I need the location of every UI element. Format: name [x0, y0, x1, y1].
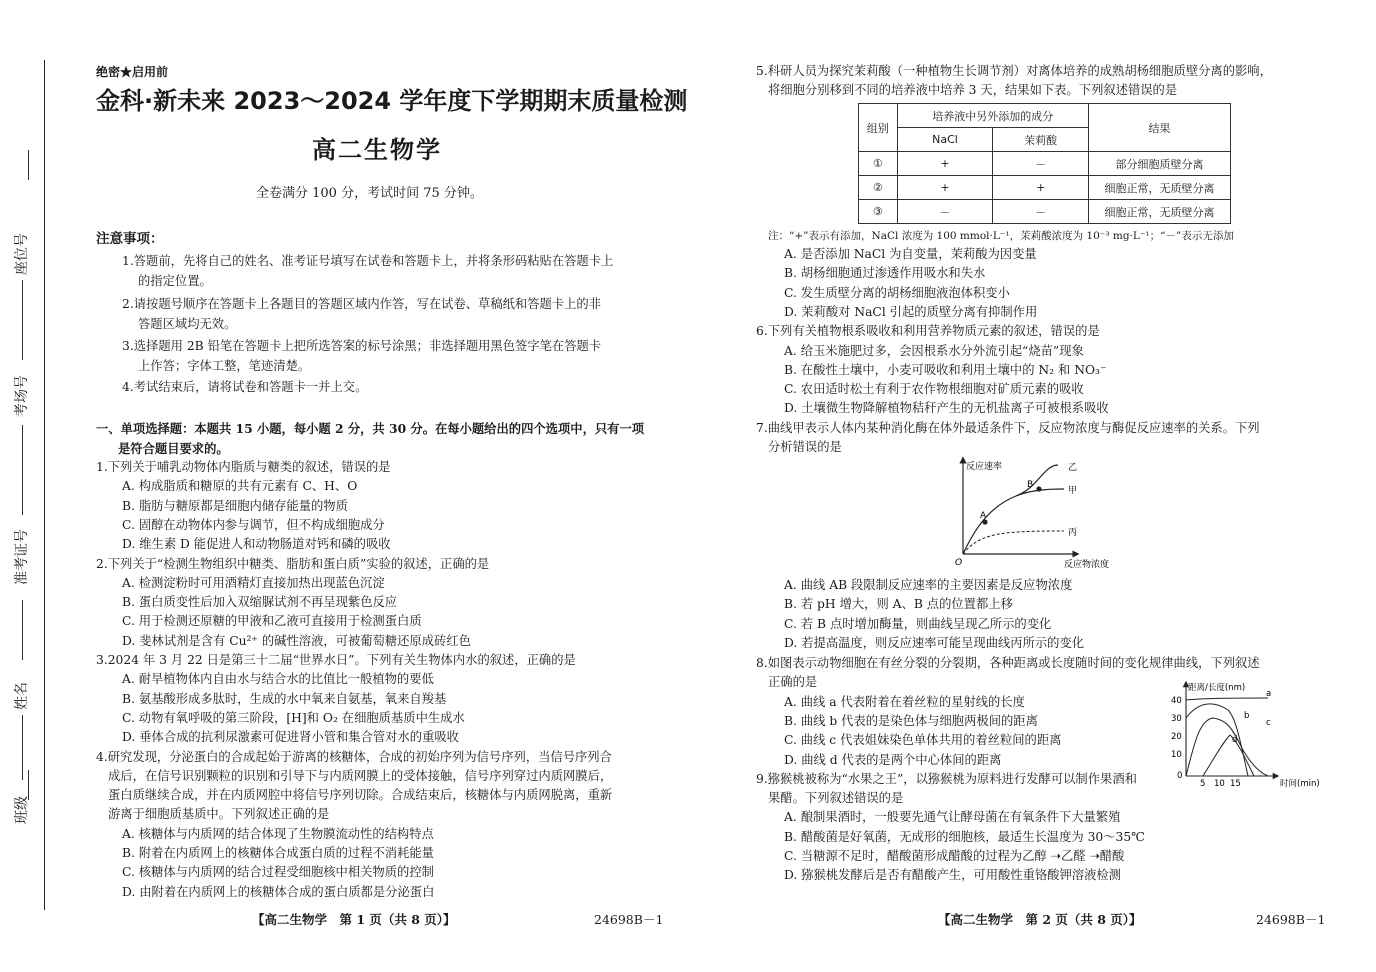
option-a: A. 耐旱植物体内自由水与结合水的比值比一般植物的要低 — [122, 672, 434, 687]
table-cell-group: ③ — [859, 200, 898, 224]
q8-graph — [1168, 680, 1328, 792]
q8-xtick: 10 — [1214, 779, 1225, 789]
q7-bing: 丙 — [1068, 528, 1078, 538]
note-line: 4.考试结束后，请将试卷和答题卡一并上交。 — [122, 380, 368, 394]
table-cell-result: 细胞正常，无质壁分离 — [1088, 176, 1230, 200]
table-cell-group: ① — [859, 152, 898, 176]
table-cell-nacl: + — [897, 176, 993, 200]
option-b: B. 若 pH 增大，则 A、B 点的位置都上移 — [784, 597, 1013, 612]
footer-left: 【高二生物学 第 1 页（共 8 页）】 — [252, 912, 456, 927]
option-b: B. 蛋白质变性后加入双缩脲试剂不再呈现紫色反应 — [122, 595, 398, 610]
side-blank-line — [22, 715, 23, 780]
binding-tick — [28, 150, 29, 180]
option-a: A. 给玉米施肥过多，会因根系水分外流引起“烧苗”现象 — [784, 343, 1084, 358]
option-c: C. 固醇在动物体内参与调节，但不构成细胞成分 — [122, 517, 385, 532]
note-line: 3.选择题用 2B 铅笔在答题卡上把所选答案的标号涂黑；非选择题用黑色签字笔在答题卡 — [122, 339, 602, 353]
side-blank-line — [22, 425, 23, 515]
question-stem: 成后，在信号识别颗粒的识别和引导下与内质网膜上的受体接触，信号序列穿过内质网膜后， — [108, 768, 613, 783]
q7-origin: O — [955, 558, 963, 568]
curve-b — [1186, 704, 1248, 776]
option-a: A. 核糖体与内质网的结合体现了生物膜流动性的结构特点 — [122, 826, 434, 841]
option-d: D. 斐林试剂是含有 Cu²⁺ 的碱性溶液，可被葡萄糖还原成砖红色 — [122, 633, 471, 648]
q7-pointB: B — [1027, 480, 1034, 490]
table-cell-nacl: － — [897, 200, 993, 224]
table-cell-result: 部分细胞质壁分离 — [1088, 152, 1230, 176]
q7-jia: 甲 — [1068, 486, 1078, 496]
table-header-group: 组别 — [859, 104, 898, 152]
q8-label-c: c — [1266, 718, 1271, 728]
option-d: D. 维生素 D 能促进人和动物肠道对钙和磷的吸收 — [122, 537, 391, 552]
q8-ylabel: 距离/长度(nm) — [1188, 683, 1246, 693]
side-ticket-label: 准考证号 — [14, 529, 30, 585]
note-line: 上作答；字体工整，笔迹清楚。 — [138, 359, 311, 373]
note-line: 2.请按题号顺序在答题卡上各题目的答题区域内作答，写在试卷、草稿纸和答题卡上的非 — [122, 297, 602, 311]
exam-meta: 全卷满分 100 分，考试时间 75 分钟。 — [256, 186, 483, 201]
side-class-label: 班级 — [14, 796, 30, 824]
table-cell-group: ② — [859, 176, 898, 200]
q7-ylabel: 反应速率 — [966, 462, 1003, 472]
option-b: B. 胡杨细胞通过渗透作用吸水和失水 — [784, 266, 986, 281]
table-cell-result: 细胞正常，无质壁分离 — [1088, 200, 1230, 224]
question-stem: 正确的是 — [768, 675, 818, 690]
option-c: C. 农田适时松土有利于农作物根细胞对矿质元素的吸收 — [784, 382, 1084, 397]
note-line: 答题区域均无效。 — [138, 317, 237, 331]
table-note: 注：“+”表示有添加，NaCl 浓度为 100 mmol·L⁻¹，茉莉酸浓度为 10⁻³ mg·L⁻¹；“－”表示无添加 — [768, 230, 1234, 242]
curve-yi — [963, 465, 1058, 554]
exam-title: 金科·新未来 2023～2024 学年度下学期期末质量检测 — [96, 87, 688, 115]
note-line: 的指定位置。 — [138, 274, 212, 288]
q8-ytick: 30 — [1171, 714, 1182, 724]
question-stem: 7.曲线甲表示人体内某种消化酶在体外最适条件下，反应物浓度与酶促反应速率的关系。下列 — [756, 420, 1260, 435]
table-header-added: 培养液中另外添加的成分 — [897, 104, 1088, 128]
table-cell-ja: + — [993, 176, 1089, 200]
option-c: C. 曲线 c 代表姐妹染色单体共用的着丝粒间的距离 — [784, 733, 1062, 748]
option-d: D. 土壤微生物降解植物秸秆产生的无机盐离子可被根系吸收 — [784, 401, 1109, 416]
option-b: B. 脂肪与糖原都是细胞内储存能量的物质 — [122, 498, 348, 513]
question-stem: 分析错误的是 — [768, 440, 842, 454]
option-c: C. 动物有氧呼吸的第三阶段，[H]和 O₂ 在细胞质基质中生成水 — [122, 710, 465, 725]
option-d: D. 曲线 d 代表的是两个中心体间的距离 — [784, 752, 1002, 767]
table-row — [859, 200, 1231, 224]
option-b: B. 曲线 b 代表的是染色体与细胞两极间的距离 — [784, 713, 1038, 728]
section-heading: 一、单项选择题：本题共 15 小题，每小题 2 分，共 30 分。在每小题给出的四个选项中，只有一项 — [96, 421, 645, 436]
side-room-label: 考场号 — [14, 375, 30, 417]
question-stem: 8.如图表示动物细胞在有丝分裂的分裂期，各种距离或长度随时间的变化规律曲线，下列叙述 — [756, 656, 1260, 670]
option-a: A. 检测淀粉时可用酒精灯直接加热出现蓝色沉淀 — [122, 575, 385, 590]
q7-graph — [946, 456, 1126, 574]
option-a: A. 酿制果酒时，一般要先通气让酵母菌在有氧条件下大量繁殖 — [784, 810, 1121, 825]
q8-label-d: d — [1232, 735, 1238, 745]
option-b: B. 附着在内质网上的核糖体合成蛋白质的过程不消耗能量 — [122, 846, 434, 860]
table-cell-nacl: + — [897, 152, 993, 176]
q8-ytick: 20 — [1171, 732, 1182, 742]
q8-ytick: 10 — [1171, 750, 1182, 760]
q8-label-b: b — [1244, 711, 1250, 721]
notes-heading: 注意事项： — [96, 231, 164, 247]
table-header-nacl: NaCl — [897, 128, 993, 152]
binding-line — [44, 60, 45, 910]
question-stem: 4.研究发现，分泌蛋白的合成起始于游离的核糖体，合成的初始序列为信号序列，当信号序列合 — [96, 749, 612, 764]
table-row — [859, 176, 1231, 200]
question-stem: 6.下列有关植物根系吸收和利用营养物质元素的叙述，错误的是 — [756, 324, 1100, 339]
q8-xtick: 5 — [1200, 779, 1206, 789]
option-b: B. 醋酸菌是好氧菌，无成形的细胞核，最适生长温度为 30～35℃ — [784, 829, 1145, 844]
q7-pointA: A — [980, 511, 987, 521]
side-blank-line — [22, 600, 23, 660]
question-stem: 1.下列关于哺乳动物体内脂质与糖类的叙述，错误的是 — [96, 460, 391, 474]
option-c: C. 发生质壁分离的胡杨细胞液泡体积变小 — [784, 285, 1010, 300]
table-cell-ja: － — [993, 200, 1089, 224]
question-stem: 果醋。下列叙述错误的是 — [768, 791, 904, 806]
option-c: C. 当糖源不足时，醋酸菌形成醋酸的过程为乙醇 ➝乙醛 ➝醋酸 — [784, 849, 1125, 863]
table-header-ja: 茉莉酸 — [993, 128, 1089, 152]
footer-left-code: 24698B－1 — [594, 912, 664, 927]
question-stem: 5.科研人员为探究茉莉酸（一种植物生长调节剂）对离体培养的成熟胡杨细胞质壁分离的影响， — [756, 64, 1272, 78]
table-header-result: 结果 — [1088, 104, 1230, 152]
question-stem: 游离于细胞质基质中。下列叙述正确的是 — [108, 807, 330, 822]
side-seat-label: 座位号 — [14, 233, 30, 275]
curve-c — [1186, 718, 1268, 776]
option-a: A. 曲线 a 代表附着在着丝粒的星射线的长度 — [784, 694, 1025, 709]
option-a: A. 曲线 AB 段限制反应速率的主要因素是反应物浓度 — [784, 578, 1073, 592]
question-stem: 将细胞分别移到不同的培养液中培养 3 天，结果如下表。下列叙述错误的是 — [768, 83, 1178, 97]
footer-right-code: 24698B－1 — [1256, 912, 1326, 927]
note-line: 1.答题前，先将自己的姓名、准考证号填写在试卷和答题卡上，并将条形码粘贴在答题卡上 — [122, 254, 614, 268]
option-d: D. 垂体合成的抗利尿激素可促进肾小管和集合管对水的重吸收 — [122, 730, 459, 745]
q8-ytick: 0 — [1177, 771, 1183, 781]
q7-yi: 乙 — [1068, 463, 1078, 473]
table-row — [859, 152, 1231, 176]
q8-label-a: a — [1266, 689, 1272, 699]
option-d: D. 由附着在内质网上的核糖体合成的蛋白质都是分泌蛋白 — [122, 884, 435, 899]
q8-xtick: 15 — [1230, 779, 1241, 789]
question-stem: 蛋白质继续合成，并在内质网腔中将信号序列切除。合成结束后，核糖体与内质网脱离，重新 — [108, 788, 613, 803]
footer-right: 【高二生物学 第 2 页（共 8 页）】 — [938, 912, 1142, 927]
option-c: C. 用于检测还原糖的甲液和乙液可直接用于检测蛋白质 — [122, 614, 422, 629]
option-c: C. 若 B 点时增加酶量，则曲线呈现乙所示的变化 — [784, 616, 1052, 631]
option-b: B. 氨基酸形成多肽时，生成的水中氧来自氨基，氧来自羧基 — [122, 691, 447, 706]
option-c: C. 核糖体与内质网的结合过程受细胞核中相关物质的控制 — [122, 865, 434, 880]
option-a: A. 是否添加 NaCl 为自变量，茉莉酸为因变量 — [784, 247, 1037, 261]
curve-bing — [963, 531, 1064, 554]
question-stem: 2.下列关于“检测生物组织中糖类、脂肪和蛋白质”实验的叙述，正确的是 — [96, 556, 490, 571]
q7-xlabel: 反应物浓度 — [1064, 560, 1110, 570]
section-heading-cont: 是符合题目要求的。 — [118, 441, 229, 456]
side-name-label: 姓名 — [14, 682, 30, 710]
secret-mark: 绝密★启用前 — [96, 65, 169, 79]
option-d: D. 若提高温度，则反应速率可能呈现曲线丙所示的变化 — [784, 635, 1085, 650]
curve-a — [1186, 698, 1268, 700]
question-stem: 3.2024 年 3 月 22 日是第三十二届“世界水日”。下列有关生物体内水的叙述，正确的是 — [96, 653, 576, 667]
q8-ytick: 40 — [1171, 696, 1182, 706]
option-a: A. 构成脂质和糖原的共有元素有 C、H、O — [122, 479, 358, 494]
q8-xlabel: 时间(min) — [1280, 779, 1320, 789]
question-stem: 9.猕猴桃被称为“水果之王”，以猕猴桃为原料进行发酵可以制作果酒和 — [756, 771, 1137, 786]
option-d: D. 猕猴桃发酵后是否有醋酸产生，可用酸性重铬酸钾溶液检测 — [784, 868, 1121, 883]
option-b: B. 在酸性土壤中，小麦可吸收和利用土壤中的 N₂ 和 NO₃⁻ — [784, 362, 1107, 377]
option-d: D. 茉莉酸对 NaCl 引起的质壁分离有抑制作用 — [784, 304, 1038, 319]
table-cell-ja: － — [993, 152, 1089, 176]
experiment-table — [858, 103, 1231, 224]
side-blank-line — [22, 280, 23, 360]
subject-title: 高二生物学 — [312, 136, 442, 164]
